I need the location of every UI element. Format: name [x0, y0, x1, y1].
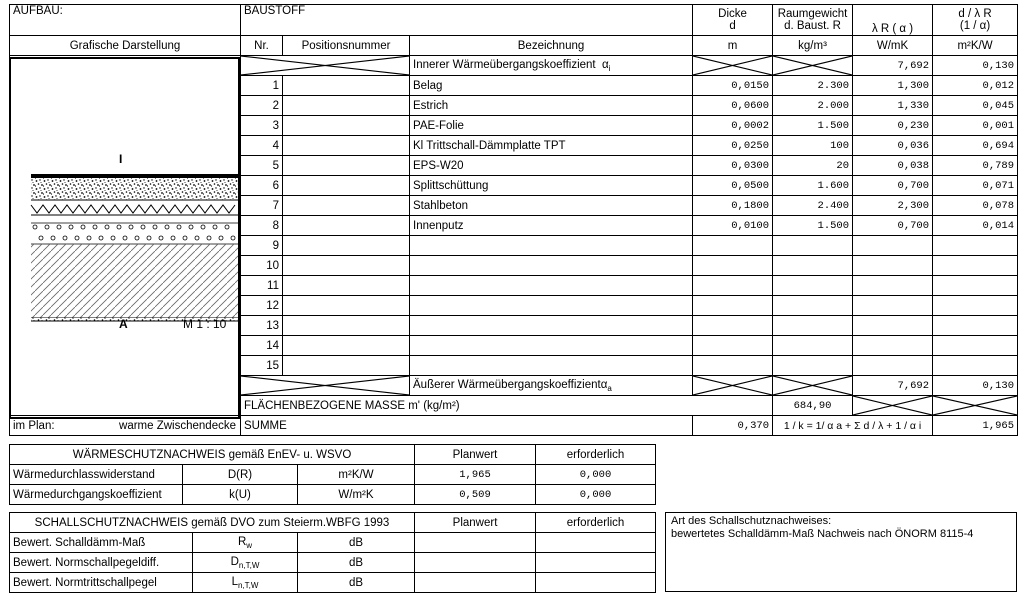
layer-nr: 8 [241, 216, 283, 236]
layer-lambda [853, 296, 933, 316]
layer-raumgewicht: 1.600 [773, 176, 853, 196]
layer-nr: 14 [241, 336, 283, 356]
waerme-row-label: Wärmedurchlasswiderstand [10, 465, 183, 485]
schall-row-symbol: $R_w$ [193, 533, 298, 553]
mass-label: FLÄCHENBEZOGENE MASSE m' (kg/m²) [241, 396, 773, 416]
layer-dlambda: 0,012 [933, 76, 1018, 96]
layer-lambda [853, 316, 933, 336]
schall-title: SCHALLSCHUTZNACHWEIS gemäß DVO zum Steierm.WBFG 1993 [10, 513, 415, 533]
inner-coefficient-label: Innerer Wärmeübergangskoeffizient $\alpha_i$ [410, 56, 693, 76]
layer-nr: 6 [241, 176, 283, 196]
layer-dicke [693, 236, 773, 256]
summe-label: SUMME [241, 416, 693, 436]
result-value: 1,965 [933, 416, 1018, 436]
layer-dicke [693, 316, 773, 336]
im-plan-value: warme Zwischendecke [119, 419, 236, 432]
schall-erforderlich-header: erforderlich [536, 513, 656, 533]
layer-lambda: 1,300 [853, 76, 933, 96]
col-lambda-header: λ R ( α ) [853, 5, 933, 36]
layer-nr: 1 [241, 76, 283, 96]
layer-dlambda [933, 236, 1018, 256]
table-row [10, 573, 656, 593]
inner-lambda: 7,692 [853, 56, 933, 76]
waermeschutz-table [9, 444, 656, 505]
schallschutz-table [9, 512, 656, 593]
layer-raumgewicht [773, 336, 853, 356]
outer-dlambda: 0,130 [933, 376, 1018, 396]
inner-dlambda: 0,130 [933, 56, 1018, 76]
layer-nr: 7 [241, 196, 283, 216]
cross-cell [773, 376, 853, 396]
layer-raumgewicht [773, 276, 853, 296]
cross-cell [693, 56, 773, 76]
layer-posnr [283, 76, 410, 96]
waerme-erforderlich-header: erforderlich [536, 445, 656, 465]
layer-dicke [693, 356, 773, 376]
mass-value: 684,90 [773, 396, 853, 416]
schallschutz-art-box[interactable] [665, 512, 1017, 592]
layer-dlambda: 0,014 [933, 216, 1018, 236]
outer-coefficient-label: Äußerer Wärmeübergangskoeffizientα$_a$ [410, 376, 693, 396]
layer-bezeichnung [410, 236, 693, 256]
layer-bezeichnung: EPS-W20 [410, 156, 693, 176]
layer-lambda: 0,038 [853, 156, 933, 176]
cross-cell [773, 56, 853, 76]
layer-dlambda: 0,001 [933, 116, 1018, 136]
unit-dicke: m [693, 36, 773, 56]
layer-nr: 11 [241, 276, 283, 296]
layer-dicke [693, 336, 773, 356]
layer-raumgewicht: 20 [773, 156, 853, 176]
layer-nr: 10 [241, 256, 283, 276]
col-bezeichnung-header: Bezeichnung [410, 36, 693, 56]
layer-bezeichnung [410, 356, 693, 376]
layer-posnr [283, 176, 410, 196]
layer-nr: 13 [241, 316, 283, 336]
layer-dlambda: 0,078 [933, 196, 1018, 216]
waerme-row-planwert: 0,509 [415, 485, 536, 505]
layer-dlambda: 0,789 [933, 156, 1018, 176]
cross-cell [933, 396, 1018, 416]
layer-raumgewicht [773, 316, 853, 336]
layer-raumgewicht: 2.000 [773, 96, 853, 116]
layer-raumgewicht [773, 296, 853, 316]
layer-bezeichnung [410, 316, 693, 336]
layer-posnr [283, 236, 410, 256]
waerme-row-erforderlich: 0,000 [536, 485, 656, 505]
waerme-row-symbol: D(R) [183, 465, 298, 485]
layer-dicke: 0,0250 [693, 136, 773, 156]
layer-posnr [283, 116, 410, 136]
layer-lambda: 0,700 [853, 216, 933, 236]
layer-posnr [283, 256, 410, 276]
layer-dicke [693, 276, 773, 296]
layer-dlambda [933, 356, 1018, 376]
layer-nr: 3 [241, 116, 283, 136]
drawing-label-bottom: A [119, 317, 128, 331]
layer-nr: 12 [241, 296, 283, 316]
schall-row-unit: dB [298, 573, 415, 593]
layer-raumgewicht [773, 356, 853, 376]
layer-posnr [283, 296, 410, 316]
layer-bezeichnung: PAE-Folie [410, 116, 693, 136]
layer-raumgewicht: 2.400 [773, 196, 853, 216]
waerme-row-label: Wärmedurchgangskoeffizient [10, 485, 183, 505]
layer-lambda [853, 236, 933, 256]
layer-raumgewicht [773, 256, 853, 276]
unit-raumgewicht: kg/m³ [773, 36, 853, 56]
schall-row-symbol: $D_{n,T,W}$ [193, 553, 298, 573]
layer-bezeichnung: Estrich [410, 96, 693, 116]
layer-dicke: 0,0150 [693, 76, 773, 96]
waerme-title: WÄRMESCHUTZNACHWEIS gemäß EnEV- u. WSVO [10, 445, 415, 465]
layer-posnr [283, 316, 410, 336]
im-plan-label: im Plan: [13, 419, 55, 432]
layer-raumgewicht: 2.300 [773, 76, 853, 96]
layer-dicke: 0,0300 [693, 156, 773, 176]
layer-posnr [283, 96, 410, 116]
schall-row-planwert [415, 573, 536, 593]
layer-raumgewicht: 100 [773, 136, 853, 156]
waerme-row-unit: m²K/W [298, 465, 415, 485]
art-value: bewertetes Schalldämm-Maß Nachweis nach ÖNORM 8115-4 [671, 528, 974, 540]
unit-dlambda: m²K/W [933, 36, 1018, 56]
layer-lambda [853, 276, 933, 296]
layer-nr: 5 [241, 156, 283, 176]
col-posnr-header: Positionsnummer [283, 36, 410, 56]
k-formula: 1 / k = 1/ α a + Σ d / λ + 1 / α i [773, 416, 933, 436]
layer-dlambda [933, 316, 1018, 336]
schall-row-planwert [415, 533, 536, 553]
layer-dlambda [933, 336, 1018, 356]
layer-bezeichnung: Splittschüttung [410, 176, 693, 196]
col-dlambda-header: d / λ R (1 / α) [933, 5, 1018, 36]
waerme-row-planwert: 1,965 [415, 465, 536, 485]
layer-bezeichnung [410, 336, 693, 356]
schall-row-label: Bewert. Normtrittschallpegel [10, 573, 193, 593]
layer-nr: 15 [241, 356, 283, 376]
layer-dicke: 0,1800 [693, 196, 773, 216]
floor-section-graphic [11, 59, 238, 417]
table-row [10, 465, 656, 485]
waerme-row-unit: W/m²K [298, 485, 415, 505]
col-dicke-header: Dicke d [693, 5, 773, 36]
layer-bezeichnung [410, 256, 693, 276]
layer-dlambda [933, 276, 1018, 296]
layer-bezeichnung: Belag [410, 76, 693, 96]
art-label: Art des Schallschutznachweises: [671, 515, 832, 527]
layer-posnr [283, 276, 410, 296]
d-total: 0,370 [693, 416, 773, 436]
aufbau-label: AUFBAU: [10, 5, 241, 36]
layer-posnr [283, 336, 410, 356]
layer-bezeichnung [410, 296, 693, 316]
layer-bezeichnung [410, 276, 693, 296]
outer-lambda: 7,692 [853, 376, 933, 396]
drawing-scale: M 1 : 10 [183, 317, 227, 331]
layer-dicke: 0,0600 [693, 96, 773, 116]
layer-lambda: 0,036 [853, 136, 933, 156]
layer-dicke: 0,0100 [693, 216, 773, 236]
layer-posnr [283, 156, 410, 176]
schall-row-erforderlich [536, 573, 656, 593]
layer-nr: 2 [241, 96, 283, 116]
layer-dicke: 0,0002 [693, 116, 773, 136]
cross-cell [241, 56, 410, 76]
cross-cell [241, 376, 410, 396]
layer-dlambda: 0,071 [933, 176, 1018, 196]
layer-bezeichnung: Stahlbeton [410, 196, 693, 216]
baustoff-label: BAUSTOFF [241, 5, 693, 36]
table-row [10, 485, 656, 505]
drawing-label-top: I [119, 152, 123, 166]
schall-row-planwert [415, 553, 536, 573]
layer-lambda: 0,700 [853, 176, 933, 196]
schall-row-symbol: $L_{n,T,W}$ [193, 573, 298, 593]
schall-row-unit: dB [298, 533, 415, 553]
layer-dicke [693, 256, 773, 276]
col-grafik-header: Grafische Darstellung [10, 36, 241, 56]
col-nr-header: Nr. [241, 36, 283, 56]
table-row [10, 533, 656, 553]
layer-raumgewicht: 1.500 [773, 116, 853, 136]
layer-lambda [853, 256, 933, 276]
col-raumgewicht-header: Raumgewicht d. Baust. R [773, 5, 853, 36]
table-row [10, 553, 656, 573]
layer-dlambda [933, 296, 1018, 316]
layer-posnr [283, 356, 410, 376]
waerme-planwert-header: Planwert [415, 445, 536, 465]
construction-drawing [9, 57, 240, 419]
layer-lambda: 0,230 [853, 116, 933, 136]
layer-dlambda: 0,694 [933, 136, 1018, 156]
layer-bezeichnung: Kl Trittschall-Dämmplatte TPT [410, 136, 693, 156]
layer-posnr [283, 216, 410, 236]
unit-lambda: W/mK [853, 36, 933, 56]
layer-bezeichnung: Innenputz [410, 216, 693, 236]
schall-planwert-header: Planwert [415, 513, 536, 533]
layer-raumgewicht [773, 236, 853, 256]
layer-dlambda [933, 256, 1018, 276]
layer-lambda [853, 336, 933, 356]
cross-cell [693, 376, 773, 396]
layer-posnr [283, 196, 410, 216]
cross-cell [853, 396, 933, 416]
schall-row-unit: dB [298, 553, 415, 573]
layer-lambda [853, 356, 933, 376]
layer-posnr [283, 136, 410, 156]
layer-nr: 4 [241, 136, 283, 156]
waerme-row-symbol: k(U) [183, 485, 298, 505]
schall-row-erforderlich [536, 533, 656, 553]
schall-row-label: Bewert. Normschallpegeldiff. [10, 553, 193, 573]
layer-raumgewicht: 1.500 [773, 216, 853, 236]
layer-nr: 9 [241, 236, 283, 256]
layer-dicke: 0,0500 [693, 176, 773, 196]
waerme-row-erforderlich: 0,000 [536, 465, 656, 485]
schall-row-label: Bewert. Schalldämm-Maß [10, 533, 193, 553]
layer-lambda: 2,300 [853, 196, 933, 216]
layer-dlambda: 0,045 [933, 96, 1018, 116]
layer-dicke [693, 296, 773, 316]
layer-lambda: 1,330 [853, 96, 933, 116]
schall-row-erforderlich [536, 553, 656, 573]
